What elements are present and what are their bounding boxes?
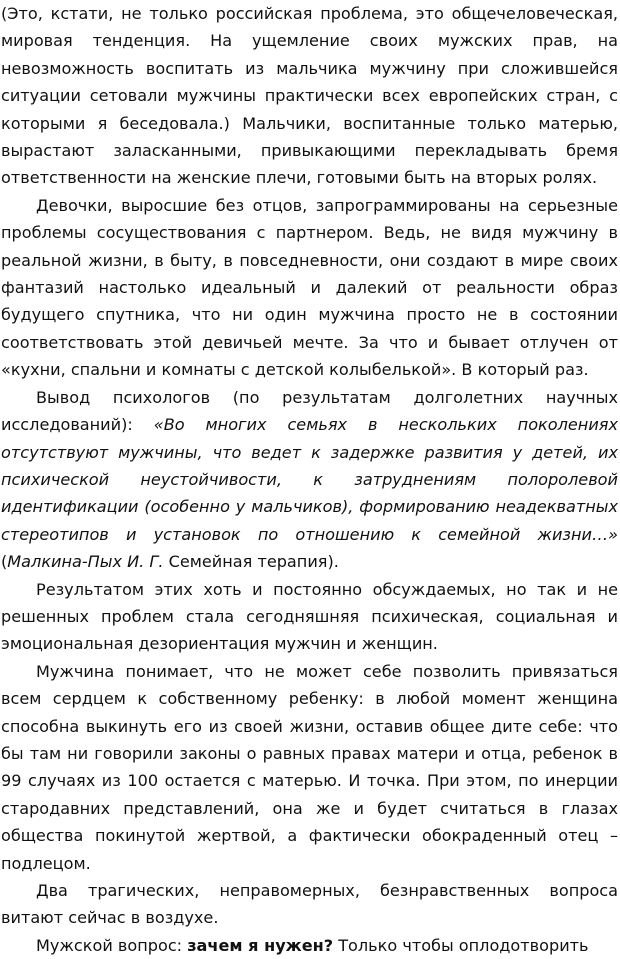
- paragraph-7-lead: Мужской вопрос:: [36, 935, 188, 955]
- paragraph-1: (Это, кстати, не только российская проблема, это общечеловеческая, мировая тенденция. На ущемление своих мужских прав, на невозможность воспитать из мальчика мужчину при сложившейся ситуации сетовали мужчины практически всех европейских стран, с которыми я беседовала.) Мальчики, воспитанные только матерью, вырастают заласканными, привыкающими перекладывать бремя ответственности на женские плечи, готовыми быть на вторых ролях.: [1, 4, 618, 188]
- quote-source: Семейная терапия).: [163, 552, 339, 572]
- paragraph-7-tail: Только чтобы оплодотворить: [333, 935, 589, 955]
- quote-author: Малкина-Пых И. Г.: [7, 552, 164, 572]
- paragraph-3-lead: Вывод психологов (по результатам долголетних научных исследований):: [1, 387, 618, 435]
- paragraph-3-paren: (: [1, 552, 8, 572]
- paragraph-4: Результатом этих хоть и постоянно обсуждаемых, но так и не решенных проблем стала сегодняшняя психическая, социальная и эмоциональная дезориентация мужчин и женщин.: [1, 579, 618, 654]
- paragraph-6: Два трагических, неправомерных, безнравственных вопроса витают сейчас в воздухе.: [1, 881, 618, 928]
- paragraph-3: [1, 384, 618, 576]
- male-question: зачем я нужен?: [187, 935, 334, 955]
- paragraph-5: Мужчина понимает, что не может себе позволить привязаться всем сердцем к собственному ребенку: в любой момент женщина способна выкинуть его из своей жизни, оставив общее дите себе: что бы там ни говорили законы о равных правах матери и отца, ребенок в 99 случаях из 100 остается с матерью. И точка. При этом, по инерции стародавних представлений, она же и будет считаться в глазах общества покинутой жертвой, а фактически обокраденный отец – подлецом.: [1, 661, 618, 873]
- paragraph-2: Девочки, выросшие без отцов, запрограммированы на серьезные проблемы сосуществования с партнером. Ведь, не видя мужчину в реальной жизни, в быту, в повседневности, они создают в мире своих фантазий настолько идеальный и далекий от реальности образ будущего спутника, что ни один мужчина просто не в состоянии соответствовать этой девичьей мечте. За что и бывает отлучен от «кухни, спальни и комнаты с детской колыбелькой». В который раз.: [1, 195, 618, 380]
- paragraph-7: [1, 932, 618, 959]
- psychologists-quote: «Во многих семьях в нескольких поколениях отсутствуют мужчины, что ведет к задержке развития у детей, их психической неустойчивости, к затруднениям полоролевой идентификации (особенно у мальчиков), формированию неадекватных стереотипов и установок по отношению к семейной жизни…»: [1, 415, 618, 544]
